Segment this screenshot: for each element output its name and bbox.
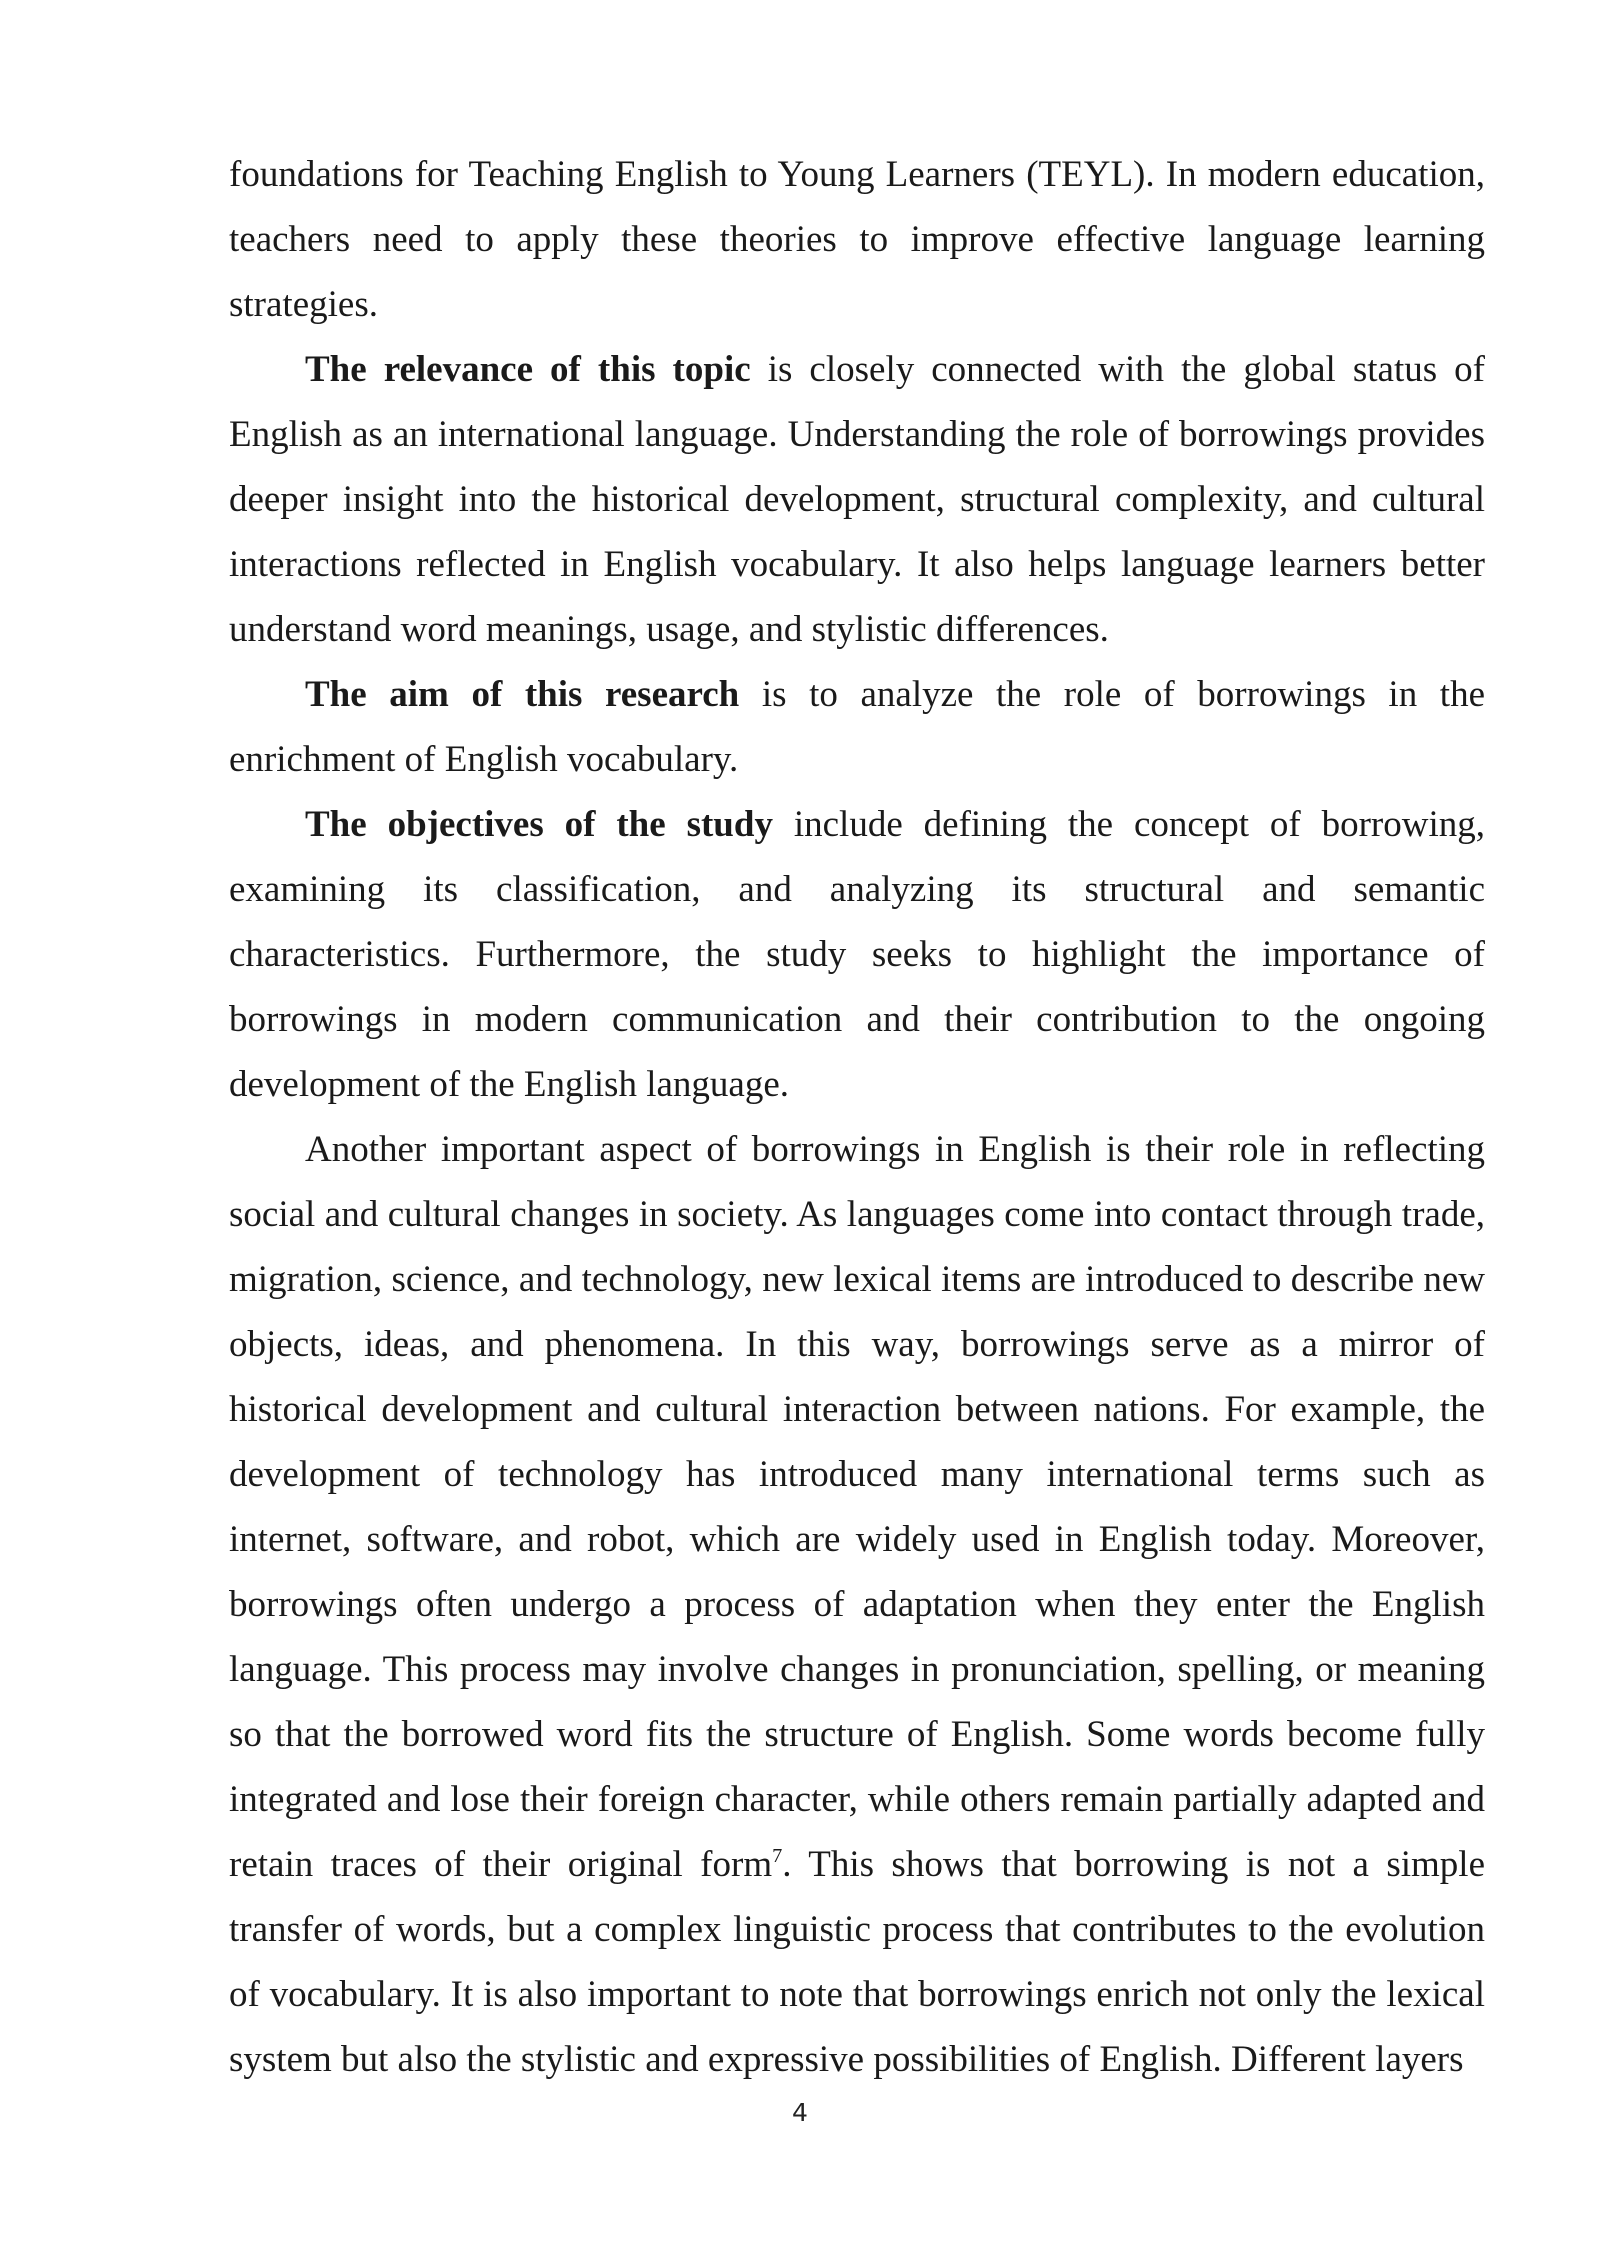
paragraph-borrowing-aspects	[229, 1117, 1485, 2092]
paragraph-text: Another important aspect of borrowings in English is their role in reflecting social and cultural changes in society. As languages come into contact through trade, migration, science, and technology, new lexical items are introduced to describe new objects, ideas, and phenomena. In this way, borrowings serve as a mirror of historical development and cultural interaction between nations. For example, the development of technology has introduced many international terms such as internet, software, and robot, which are widely used in English today. Moreover, borrowings often undergo a process of adaptation when they enter the English language. This process may involve changes in pronunciation, spelling, or meaning so that the borrowed word fits the structure of English. Some words become fully integrated and lose their foreign character, while others remain partially adapted and retain traces of their original form	[229, 1129, 1485, 1885]
paragraph-teyl-foundations	[229, 142, 1485, 337]
paragraph-text-continued: . This shows that borrowing is not a simple transfer of words, but a complex linguistic process that contributes to the evolution of vocabulary. It is also important to note that borrowings enrich not only the lexical system but also the stylistic and expressive possibilities of English. Different layers	[229, 1844, 1485, 2080]
paragraph-relevance	[229, 337, 1485, 662]
paragraph-text: is to analyze the role of borrowings in the enrichment of English vocabulary.	[229, 674, 1485, 780]
page-number: 4	[792, 2098, 808, 2127]
footnote-reference[interactable]: 7	[772, 1844, 783, 1867]
paragraph-objectives	[229, 792, 1485, 1117]
paragraph-lead-bold: The aim of this research	[305, 674, 740, 715]
paragraph-text: include defining the concept of borrowing, examining its classification, and analyzing its structural and semantic characteristics. Furthermore, the study seeks to highlight the importance of borrowings in modern communication and their contribution to the ongoing development of the English language.	[229, 804, 1485, 1105]
paragraph-text: foundations for Teaching English to Young Learners (TEYL). In modern education, teachers need to apply these theories to improve effective language learning strategies.	[229, 154, 1485, 325]
paragraph-aim	[229, 662, 1485, 792]
paragraph-lead-bold: The relevance of this topic	[305, 349, 751, 390]
paragraph-text: is closely connected with the global status of English as an international language. Understanding the role of borrowings provides deeper insight into the historical development, structural complexity, and cultural interactions reflected in English vocabulary. It also helps language learners better understand word meanings, usage, and stylistic differences.	[229, 349, 1485, 650]
body-text	[229, 142, 1485, 2092]
paragraph-lead-bold: The objectives of the study	[305, 804, 773, 845]
